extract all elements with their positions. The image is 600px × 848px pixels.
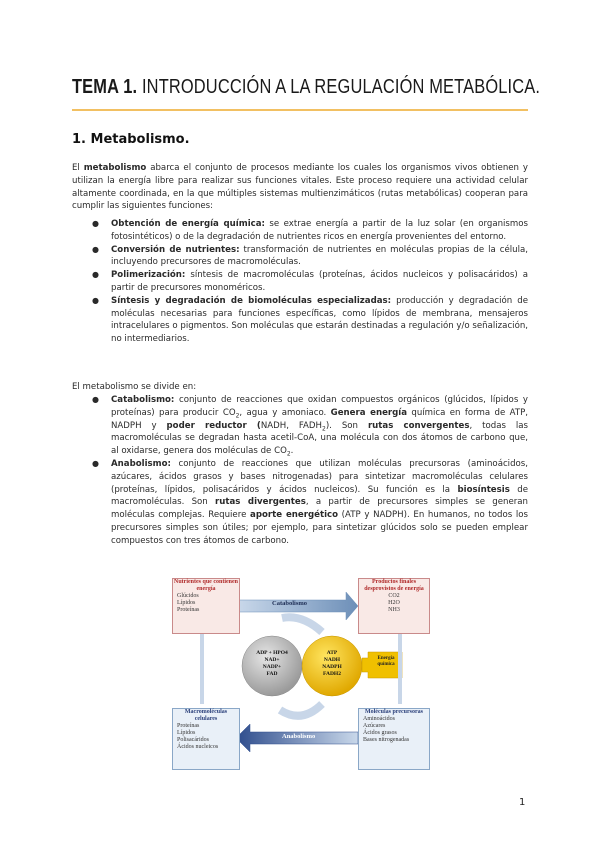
item-text: se extrae energía a partir de la luz solar (en organismos fotosintéticos) o de la degradación de nutrientes ricos en energía provenientes del entorno.	[111, 219, 528, 242]
item-bold: Polimerización:	[111, 270, 186, 281]
macro-item: Lípidos	[177, 730, 196, 736]
macro-item: Ácidos nucleicos	[177, 744, 219, 750]
macromolecules-box	[172, 708, 240, 770]
bullet-icon: ●	[92, 458, 99, 468]
text: conjunto de reacciones que oxidan compuestos orgánicos (glúcidos, lípidos y proteínas) para producir CO	[111, 395, 528, 418]
text: conjunto de reacciones que utilizan moléculas precursoras (aminoácidos, azúcares, ácidos grasos y bases nitrogenadas) para sintetizar macromoléculas celulares (proteínas, lípidos, polisacáridos y ácidos nucleicos). Su función es la	[111, 458, 528, 495]
nutrients-box	[172, 578, 240, 634]
text: .	[290, 446, 294, 457]
product-item: H2O	[388, 600, 400, 606]
energy-label: Energía química	[377, 656, 395, 667]
macro-item: Polisacáridos	[177, 737, 209, 743]
item-text: síntesis de macromoléculas (proteínas, ácidos nucleicos y polisacáridos) a partir de precursores monoméricos.	[111, 270, 528, 293]
list-item	[72, 269, 528, 295]
page-number: 1	[519, 797, 526, 808]
subscript: 2	[286, 450, 291, 458]
precursor-item: Aminoácidos	[363, 716, 395, 722]
adp-labels	[246, 650, 298, 678]
precursor-item: Bases nitrogenadas	[363, 737, 410, 743]
nutrient-item: Lípidos	[177, 600, 196, 606]
title-number: TEMA 1.	[72, 76, 138, 98]
metabolism-diagram	[172, 574, 430, 782]
macromolecules-heading: Macromoléculas celulares	[184, 709, 228, 722]
intro-paragraph	[72, 162, 528, 213]
intro-bold: metabolismo	[83, 163, 147, 173]
product-item: NH3	[388, 607, 400, 613]
functions-list	[72, 218, 528, 346]
nadp-text: NADP+	[262, 664, 282, 670]
cycle-arrow-top	[282, 617, 322, 632]
divide-paragraph: El metabolismo se divide en:	[72, 382, 197, 392]
bullet-icon: ●	[92, 244, 99, 254]
list-item	[72, 244, 528, 270]
metabolism-types-list	[72, 394, 528, 548]
item-bold: Conversión de nutrientes:	[111, 244, 240, 255]
precursor-item: Azúcares	[363, 723, 386, 729]
precursors-box	[358, 708, 430, 770]
list-item	[72, 295, 528, 346]
text: química en forma de ATP, NADPH y	[111, 407, 528, 431]
bold-text: aporte energético	[250, 510, 339, 521]
item-bold: Síntesis y degradación de biomoléculas especializadas:	[111, 295, 392, 306]
item-text: transformación de nutrientes en moléculas propias de la célula, incluyendo precursores de macromoléculas.	[111, 244, 528, 268]
list-item-catabolismo	[72, 394, 528, 458]
subscript: 2	[235, 412, 240, 420]
item-text: producción y degradación de moléculas necesarias para funciones específicas, como lípidos de membrana, mensajeros intracelulares o pigmentos. Son moléculas que estarán destinadas a regulación y/o señalización, no intermediarios.	[111, 295, 528, 345]
bullet-icon: ●	[92, 270, 99, 280]
nadph-text: NADPH	[322, 664, 342, 670]
bold-text: poder reductor (	[166, 420, 261, 431]
text: (ATP y NADPH). En humanos, no todos los precursores simples son útiles; por ejemplo, para sintetizar glúcidos solo se pueden emplear compuestos con tres átomos de carbono.	[111, 510, 528, 546]
precursor-item: Ácidos grasos	[363, 730, 397, 736]
text: , a partir de precursores simples se generan moléculas complejas. Requiere	[111, 497, 528, 521]
text: NADH, FADH	[260, 420, 322, 431]
nad-text: NAD+	[264, 657, 280, 663]
bold-text: Genera energía	[330, 407, 408, 418]
title-text: INTRODUCCIÓN A LA REGULACIÓN METABÓLICA.	[137, 76, 541, 98]
text: , todas las macromoléculas se degradan hasta acetil-CoA, una molécula con dos átomos de carbono que, al oxidarse, genera dos moléculas de CO	[111, 420, 529, 457]
text: , agua y amoniaco.	[239, 407, 331, 418]
cycle-arrow-bottom	[280, 704, 322, 716]
section-heading: 1. Metabolismo.	[72, 132, 190, 147]
bold-text: rutas convergentes	[367, 420, 470, 431]
bullet-icon: ●	[92, 395, 99, 404]
subscript: 2	[321, 425, 326, 433]
fad-text: FAD	[266, 671, 278, 677]
fadh2-text: FADH2	[323, 671, 341, 677]
text: de macromoléculas. Son	[111, 484, 528, 508]
anabolism-label: Anabolismo	[282, 733, 316, 740]
bold-text: biosíntesis	[457, 484, 510, 495]
nutrients-heading: Nutrientes que contienen energía	[174, 579, 238, 592]
nadh-text: NADH	[323, 657, 341, 663]
anabolismo-label: Anabolismo:	[111, 458, 171, 469]
product-item: CO2	[388, 593, 400, 599]
products-box	[358, 578, 430, 634]
bullet-icon: ●	[92, 219, 99, 228]
intro-post: abarca el conjunto de procesos mediante los cuales los organismos vivos obtienen y utilizan la energía libre para realizar sus funciones vitales. Este proceso requiere una actividad celular altamente coordinada, en la que múltiples sistemas multienzimáticos (rutas metabólicas) cooperan para cumplir las siguientes funciones:	[72, 163, 528, 212]
nutrient-item: Glúcidos	[177, 593, 199, 599]
text: ). Son	[325, 420, 368, 431]
list-item	[72, 218, 528, 244]
catabolism-label: Catabolismo	[272, 600, 308, 607]
precursors-heading: Moléculas precursoras	[364, 709, 424, 715]
adp-text: ADP + HPO4	[256, 650, 288, 656]
macro-item: Proteínas	[177, 723, 200, 729]
page-title	[72, 76, 540, 99]
item-bold: Obtención de energía química:	[111, 219, 265, 229]
products-heading: Productos finales desprovistos de energía	[364, 579, 424, 592]
atp-text: ATP	[326, 650, 338, 656]
nutrient-item: Proteínas	[177, 607, 200, 613]
bullet-icon: ●	[92, 295, 99, 305]
catabolismo-label: Catabolismo:	[111, 395, 175, 405]
atp-labels	[306, 650, 358, 678]
bold-text: rutas divergentes	[215, 497, 306, 508]
list-item-anabolismo	[72, 458, 528, 548]
intro-pre: El	[72, 163, 84, 173]
title-divider	[72, 109, 528, 111]
